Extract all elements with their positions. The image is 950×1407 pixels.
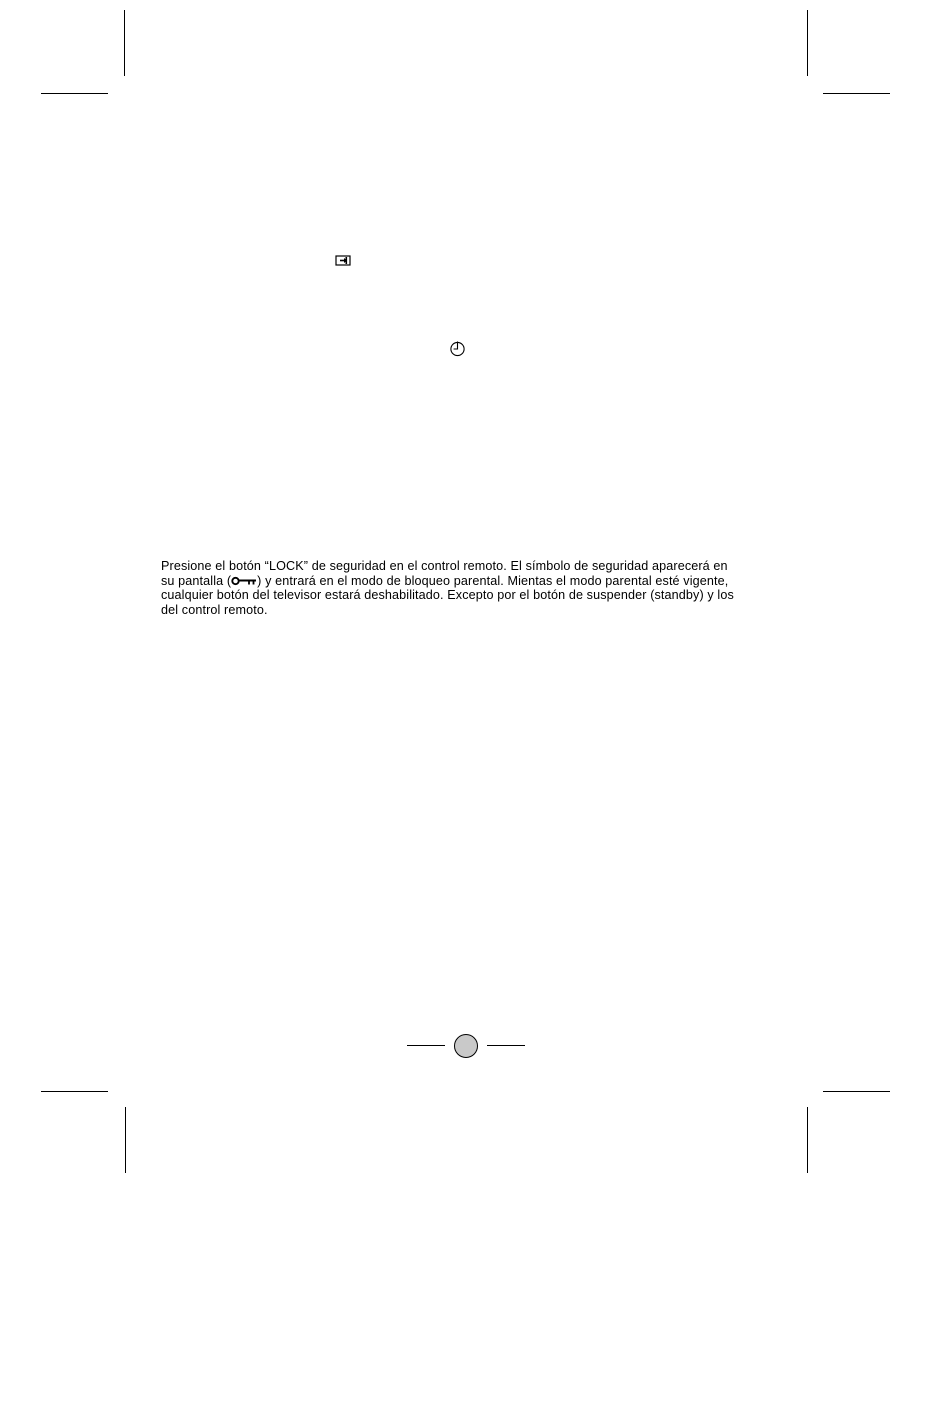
paragraph-line-4: del control remoto. [161, 602, 268, 617]
lock-instructions-paragraph [161, 559, 801, 617]
crop-mark-top-right-vertical [807, 10, 808, 76]
paragraph-line-2-end: ) y entrará en el modo de bloqueo parental. Mientas el modo parental esté vigente, [257, 573, 729, 588]
paragraph-line-1: Presione el botón “LOCK” de seguridad en el control remoto. El símbolo de seguridad aparecerá en [161, 559, 728, 573]
page-marker-rule-left [407, 1045, 445, 1046]
crop-mark-top-right-horizontal [823, 93, 890, 94]
paragraph-line-3: cualquier botón del televisor estará deshabilitado. Excepto por el botón de suspender (standby) y los [161, 588, 734, 603]
page-marker-rule-right [487, 1045, 525, 1046]
key-icon [231, 576, 257, 586]
crop-mark-bottom-left-vertical [125, 1107, 126, 1173]
sleep-timer-icon [449, 340, 466, 357]
page-number-dot [454, 1034, 478, 1058]
input-source-icon [335, 255, 352, 267]
crop-mark-bottom-right-horizontal [823, 1091, 890, 1092]
crop-mark-top-left-vertical [124, 10, 125, 76]
crop-mark-bottom-left-horizontal [41, 1091, 108, 1092]
paragraph-line-2 [161, 574, 801, 589]
crop-mark-bottom-right-vertical [807, 1107, 808, 1173]
paragraph-line-2-start: su pantalla ( [161, 573, 232, 588]
crop-mark-top-left-horizontal [41, 93, 108, 94]
